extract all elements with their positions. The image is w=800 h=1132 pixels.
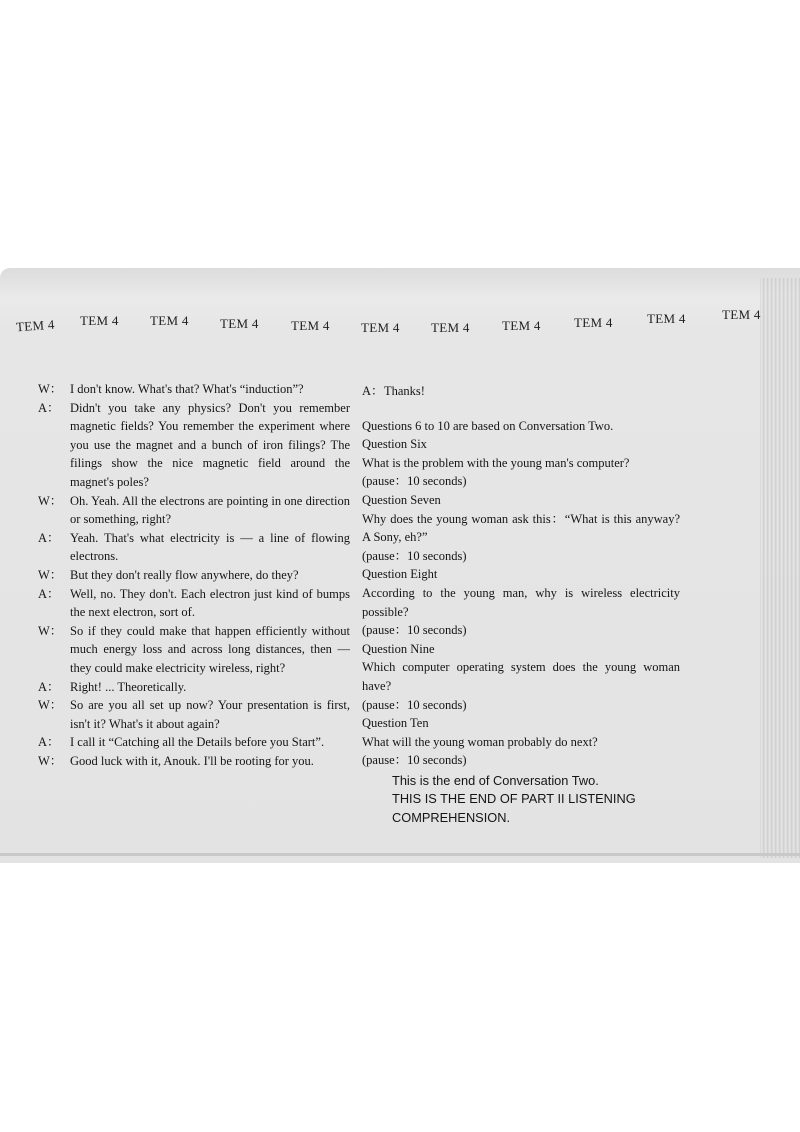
header-label: TEM 4 xyxy=(722,307,761,322)
pause-note: (pause：10 seconds) xyxy=(362,697,467,712)
background xyxy=(0,0,800,278)
question-heading: Question Ten xyxy=(362,716,429,731)
speech-text: I don't know. What's that? What's “induction”? xyxy=(70,382,304,396)
pause-note: (pause：10 seconds) xyxy=(362,623,467,638)
pause-note: (pause：10 seconds) xyxy=(362,548,467,563)
speaker-label: A： xyxy=(38,679,60,694)
question-heading: Question Seven xyxy=(362,492,441,507)
speaker-label: A： xyxy=(38,735,60,750)
pause-note: (pause：10 seconds) xyxy=(362,474,467,489)
speech-text: So if they could make that happen efficiently without much energy loss and across long distances, then — they could make electricity wireless, right? xyxy=(70,623,350,675)
dialogue-turn xyxy=(38,622,350,678)
speech-text: Well, no. They don't. Each electron just kind of bumps the next electron, sort of. xyxy=(70,586,350,620)
dialogue-turn xyxy=(38,380,350,399)
dialogue-turn xyxy=(38,678,350,697)
question-text: Which computer operating system does the young woman have? xyxy=(362,660,680,693)
dialogue-turn xyxy=(38,696,350,733)
end-of-conversation: This is the end of Conversation Two. xyxy=(392,772,599,788)
speech-text: Oh. Yeah. All the electrons are pointing in one direction or something, right? xyxy=(70,493,350,527)
question-text: What will the young woman probably do next? xyxy=(362,734,598,749)
dialogue-turn xyxy=(38,492,350,529)
speech-text: I call it “Catching all the Details before you Start”. xyxy=(70,735,325,750)
running-header xyxy=(0,300,800,340)
dialogue-turn xyxy=(38,752,350,771)
header-label: TEM 4 xyxy=(291,318,330,333)
header-label: TEM 4 xyxy=(431,320,470,335)
question-heading: Question Eight xyxy=(362,567,438,582)
header-label: TEM 4 xyxy=(150,313,189,328)
speaker-label: W： xyxy=(38,623,63,638)
speaker-label: A： xyxy=(38,586,60,601)
header-label: TEM 4 xyxy=(15,316,56,335)
speech-text: Yeah. That's what electricity is — a line of flowing electrons. xyxy=(70,530,350,564)
dialogue-turn xyxy=(362,382,680,401)
header-label: TEM 4 xyxy=(574,315,613,330)
spacer xyxy=(362,401,680,417)
speech-text: But they don't really flow anywhere, do they? xyxy=(70,567,299,582)
header-label: TEM 4 xyxy=(361,320,400,335)
speaker-label: A： xyxy=(38,400,60,415)
speech-text: So are you all set up now? Your presentation is first, isn't it? What's it about again? xyxy=(70,698,350,731)
speaker-label: W： xyxy=(38,753,63,768)
header-label: TEM 4 xyxy=(80,313,119,328)
question-heading: Question Nine xyxy=(362,641,435,656)
speaker-label: W： xyxy=(38,382,63,396)
end-of-part: THIS IS THE END OF PART II LISTENING COMPREHENSION. xyxy=(392,791,636,826)
header-label: TEM 4 xyxy=(220,316,259,331)
header-label: TEM 4 xyxy=(502,318,541,333)
dialogue-turn xyxy=(38,399,350,492)
question-heading: Question Six xyxy=(362,437,427,452)
page-edge xyxy=(760,278,800,858)
speaker-label: W： xyxy=(38,698,63,713)
question-text: What is the problem with the young man's computer? xyxy=(362,455,630,470)
right-column xyxy=(362,382,680,828)
speech-text: Right! ... Theoretically. xyxy=(70,679,187,694)
speaker-label: W： xyxy=(38,493,63,508)
page-bottom-edge xyxy=(0,853,800,856)
question-text: According to the young man, why is wireless electricity possible? xyxy=(362,585,680,619)
dialogue-turn xyxy=(38,566,350,585)
dialogue-turn xyxy=(38,529,350,566)
pause-note: (pause：10 seconds) xyxy=(362,753,467,768)
question-text: Why does the young woman ask this：“What is this anyway? A Sony, eh?” xyxy=(362,511,680,545)
section-intro: Questions 6 to 10 are based on Conversation Two. xyxy=(362,418,614,433)
speech-text: Didn't you take any physics? Don't you remember magnetic fields? You remember the experiment where you use the magnet and a bunch of iron filings? The filings show the nice magnetic field around the magnet's poles? xyxy=(70,400,350,489)
header-label: TEM 4 xyxy=(647,311,686,326)
speech-text: Good luck with it, Anouk. I'll be rooting for you. xyxy=(70,753,314,768)
speaker-label: A： xyxy=(362,384,384,398)
dialogue-turn xyxy=(38,733,350,752)
speaker-label: A： xyxy=(38,530,60,545)
speech-text: Thanks! xyxy=(384,384,425,398)
speaker-label: W： xyxy=(38,567,63,582)
left-column xyxy=(38,380,350,770)
dialogue-turn xyxy=(38,585,350,622)
